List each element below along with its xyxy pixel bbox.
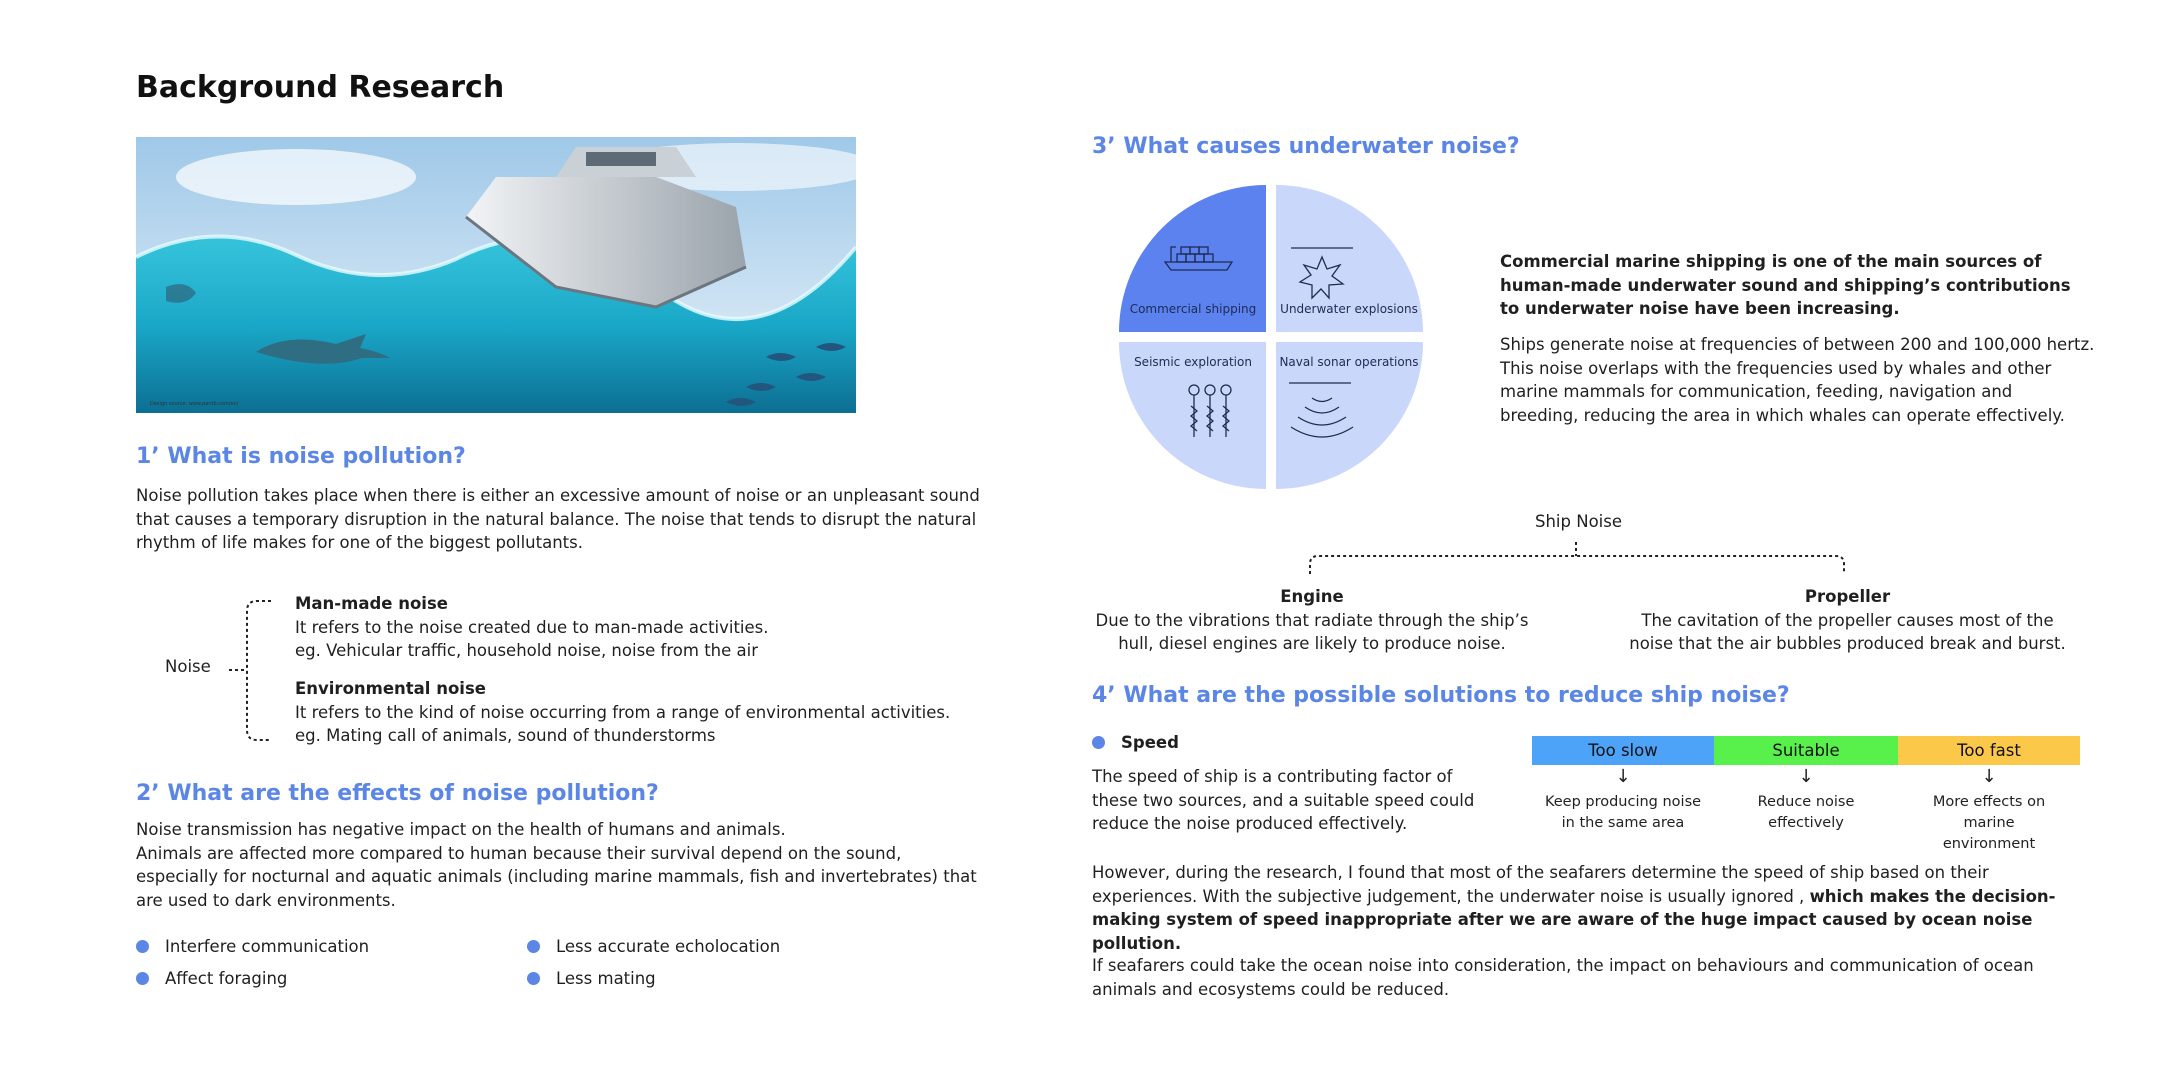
- down-arrow-icon: ↓: [1615, 766, 1631, 787]
- section-1-paragraph: Noise pollution takes place when there is either an excessive amount of noise or an unpleasant sound that causes a temporary disruption in the natural balance. The noise that tends to disrupt the natural rhythm of life makes for one of the biggest pollutants.: [136, 486, 980, 552]
- ship-noise-root: Ship Noise: [1535, 512, 1623, 531]
- engine-title: Engine: [1280, 587, 1344, 606]
- noise-tree-root: Noise: [165, 657, 211, 676]
- effect-bullet: Interfere communication: [136, 937, 369, 956]
- propeller-title: Propeller: [1804, 587, 1891, 606]
- man-made-line2: eg. Vehicular traffic, household noise, noise from the air: [295, 641, 759, 660]
- down-arrow-icon: ↓: [1798, 766, 1814, 787]
- speed-paragraph: The speed of ship is a contributing factor of these two sources, and a suitable speed could reduce the noise produced effectively.: [1092, 767, 1475, 833]
- section-3-bold-paragraph: Commercial marine shipping is one of the main sources of human-made underwater sound and shipping’s contributions to underwater noise have been increasing.: [1500, 252, 2071, 318]
- section-2-line2: Animals are affected more compared to human because their survival depend on the sound, especially for nocturnal and aquatic animals (including marine mammals, fish and invertebrates) that are used to dark environments.: [136, 843, 977, 910]
- speed-suitable: Suitable: [1714, 736, 1898, 765]
- engine-text: Due to the vibrations that radiate through the ship’s hull, diesel engines are likely to produce noise.: [1095, 610, 1529, 653]
- engine-block: [1090, 585, 1534, 656]
- speed-caption: More effects on marine environment: [1932, 794, 2046, 852]
- section-2-line1: Noise transmission has negative impact on the health of humans and animals.: [136, 820, 786, 839]
- speed-bullet: Speed: [1092, 733, 1179, 752]
- quadrant-label: Underwater explosions: [1280, 302, 1418, 316]
- effect-bullet: Less mating: [527, 969, 656, 988]
- bullet-dot-icon: [527, 940, 540, 953]
- hero-ship-image: [136, 137, 856, 413]
- speed-too-slow: Too slow: [1532, 736, 1714, 765]
- quadrant-label: Commercial shipping: [1129, 302, 1257, 316]
- effect-bullet: Affect foraging: [136, 969, 287, 988]
- section-2-heading: 2’ What are the effects of noise pollution?: [136, 781, 659, 806]
- environmental-line1: It refers to the kind of noise occurring from a range of environmental activities.: [295, 702, 951, 722]
- section-3-paragraph: Ships generate noise at frequencies of between 200 and 100,000 hertz. This noise overlaps with the frequencies used by whales and other marine mammals for communication, feeding, navigation and breeding, reducing the area in which whales can operate effectively.: [1500, 335, 2095, 425]
- environmental-line2: eg. Mating call of animals, sound of thunderstorms: [295, 726, 716, 745]
- section-4-heading: 4’ What are the possible solutions to reduce ship noise?: [1092, 683, 1790, 708]
- bullet-dot-icon: [136, 972, 149, 985]
- quadrant-label: Seismic exploration: [1134, 355, 1252, 369]
- noise-tree-bracket: [225, 598, 275, 743]
- speed-caption: Keep producing noise in the same area: [1544, 794, 1702, 831]
- bullet-dot-icon: [136, 940, 149, 953]
- man-made-line1: It refers to the noise created due to man-made activities.: [295, 617, 769, 637]
- speed-scale: [1532, 736, 2080, 856]
- section-2-text: [136, 818, 986, 912]
- section-3-heading: 3’ What causes underwater noise?: [1092, 134, 1520, 159]
- section-1-heading: 1’ What is noise pollution?: [136, 444, 466, 469]
- page-title: Background Research: [136, 70, 505, 105]
- man-made-noise-block: [295, 592, 995, 663]
- man-made-title: Man-made noise: [295, 594, 448, 613]
- propeller-text: The cavitation of the propeller causes most of the noise that the air bubbles produced break and burst.: [1629, 610, 2066, 653]
- section-4-paragraph-2: If seafarers could take the ocean noise into consideration, the impact on behaviours and communication of ocean animals and ecosystems could be reduced.: [1092, 956, 2034, 999]
- down-arrow-icon: ↓: [1981, 766, 1997, 787]
- speed-too-fast: Too fast: [1898, 736, 2080, 765]
- bullet-dot-icon: [527, 972, 540, 985]
- bullet-dot-icon: [1092, 736, 1105, 749]
- speed-caption: Reduce noise effectively: [1757, 794, 1855, 831]
- section-4-paragraph-1: However, during the research, I found that most of the seafarers determine the speed of ship based on their experiences. With the subjective judgement, the underwater noise is usually ignored , which makes the decision-making system of speed inappropriate after we are aware of the huge impact caused by ocean noise pollution.: [1092, 863, 2056, 953]
- quadrant-label: Naval sonar operations: [1279, 355, 1419, 369]
- image-credit: Design source: www.pantb.com/en/: [150, 401, 239, 407]
- ship-noise-bracket: [1300, 540, 1860, 580]
- environmental-title: Environmental noise: [295, 679, 486, 698]
- environmental-noise-block: [295, 677, 995, 748]
- propeller-block: [1625, 585, 2070, 656]
- noise-sources-pie: [1115, 181, 1427, 493]
- effect-bullet: Less accurate echolocation: [527, 937, 780, 956]
